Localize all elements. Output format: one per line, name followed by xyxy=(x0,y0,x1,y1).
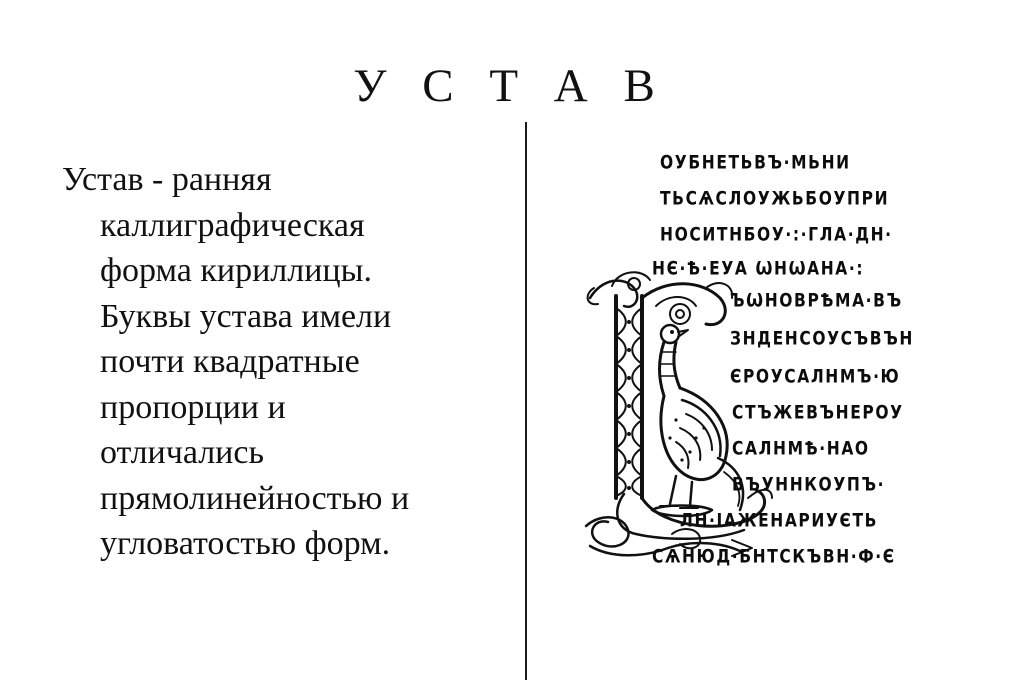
manuscript-line: СѦНЮД·БНТСКЪВН·Ф·Є xyxy=(652,546,896,568)
manuscript-line: ЛН·ІАЖЕНАРИУЄТЬ xyxy=(680,510,879,532)
body-line: отличались xyxy=(100,434,264,471)
body-line: каллиграфическая xyxy=(100,206,365,244)
manuscript-line: ОУБНЕТЬВЪ·МЬНИ xyxy=(660,152,851,174)
manuscript-line: НЄ·Ѣ·ЕУА ѠНѠАНА·: xyxy=(652,258,865,280)
slide-title: У С Т А В xyxy=(353,60,667,112)
body-line: угловатостью форм. xyxy=(100,525,391,562)
manuscript-line: ЄРОУСАЛНМЪ·Ю xyxy=(730,366,901,388)
body-line: Буквы устава имели xyxy=(100,297,392,335)
body-line: форма кириллицы. xyxy=(100,252,372,289)
manuscript-image xyxy=(572,138,952,578)
body-line: Устав - ранняя xyxy=(62,161,272,198)
manuscript-line: ЪѠНОВРѢМА·ВЪ xyxy=(730,290,903,312)
manuscript-line: САЛНМѢ·НАО xyxy=(732,438,870,460)
manuscript-line: ТЬСѦСЛОУЖЬБОУПРИ xyxy=(660,188,890,210)
body-line: почти квадратные xyxy=(100,343,360,380)
manuscript-line: ЗНДЕНСОУСЪВЪН xyxy=(730,328,914,350)
manuscript-line: НОСИТНБОУ·:·ГЛА·ДН· xyxy=(660,224,893,246)
manuscript-line: ВЪУННКОУПЪ· xyxy=(732,474,886,496)
body-line: пропорции и xyxy=(100,388,286,426)
column-divider xyxy=(525,122,527,680)
body-text xyxy=(62,157,512,567)
body-line: прямолинейностью и xyxy=(100,479,410,517)
manuscript-line: СТЪЖЕВЪНЕРОУ xyxy=(732,402,904,424)
